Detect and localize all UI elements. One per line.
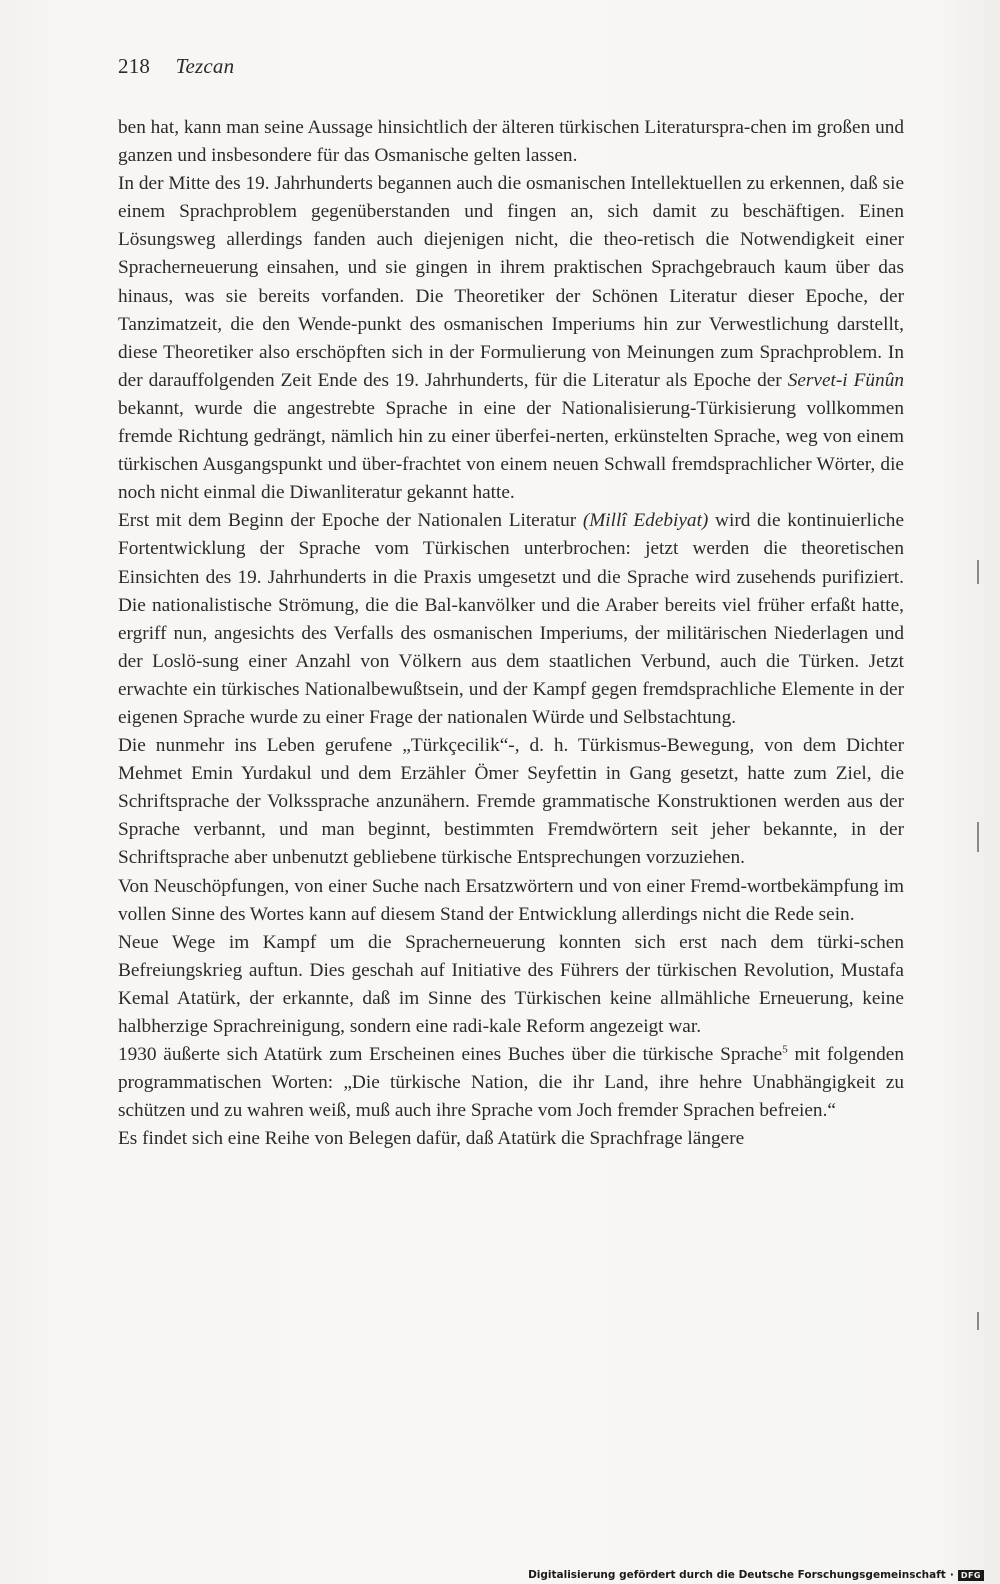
- scan-edge-mark: [977, 560, 979, 584]
- text-run: ben hat, kann man seine Aussage hinsichtlich der älteren türkischen Literaturspra-chen im großen und ganzen und insbesondere für das Osmanische gelten lassen.: [118, 117, 904, 167]
- paragraph: [118, 929, 904, 1041]
- paragraph: [118, 873, 904, 929]
- italic-term: Servet-i Fünûn: [787, 369, 904, 391]
- author-name: Tezcan: [175, 54, 235, 78]
- text-run: bekannt, wurde die angestrebte Sprache in eine der Nationalisierung-Türkisierung vollkommen fremde Richtung gedrängt, nämlich hin zu einer überfei-nerten, erkünstelten Sprache, weg von einem türkischen Ausgangspunkt und über-frachtet von einem neuen Schwall fremdsprachlicher Wörter, die noch nicht einmal die Diwanliteratur gekannt hatte.: [118, 397, 904, 504]
- running-head: [118, 54, 234, 79]
- page-number: 218: [118, 54, 151, 78]
- text-run: mit folgenden programmatischen Worten: „Die türkische Nation, die ihr Land, ihre hehre Unabhängigkeit zu schützen und zu wahren weiß, muß auch ihre Sprache vom Joch fremder Sprachen befreien.“: [118, 1044, 905, 1122]
- text-run: 1930 äußerte sich Atatürk zum Erscheinen eines Buches über die türkische Sprache: [118, 1044, 783, 1066]
- italic-term: (Millî Edebiyat): [582, 510, 709, 532]
- paragraph: [118, 1041, 904, 1125]
- paragraph: [118, 170, 904, 507]
- body-text: [118, 114, 904, 1153]
- text-run: Die nunmehr ins Leben gerufene „Türkçecilik“-, d. h. Türkismus-Bewegung, von dem Dichter Mehmet Emin Yurdakul und dem Erzähler Ömer Seyfettin in Gang gesetzt, hatte zum Ziel, die Schriftsprache der Volkssprache anzunähern. Fremde grammatische Konstruktionen werden aus der Sprache verbannt, und man beginnt, bestimmten Fremdwörtern seit jeher bekannte, in der Schriftsprache aber unbenutzt gebliebene türkische Entsprechungen vorzuziehen.: [118, 735, 904, 869]
- paragraph: [118, 1125, 904, 1153]
- text-run: In der Mitte des 19. Jahrhunderts begannen auch die osmanischen Intellektuellen zu erkennen, daß sie einem Sprachproblem gegenüberstanden und fingen an, sich damit zu beschäftigen. Einen Lösungsweg allerdings fanden auch diejenigen nicht, die theo-retisch die Notwendigkeit einer Spracherneuerung einsahen, und sie gingen in ihrem praktischen Sprachgebrauch kaum über das hinaus, was sie bereits vorfanden. Die Theoretiker der Schönen Literatur dieser Epoche, der Tanzimatzeit, die den Wende-punkt des osmanischen Imperiums hin zur Verwestlichung darstellt, diese Theoretiker also erschöpften sich in der Formulierung von Meinungen zum Sprachproblem. In der darauffolgenden Zeit Ende des 19. Jahrhunderts, für die Literatur als Epoche der: [118, 173, 904, 391]
- footer-text: Digitalisierung gefördert durch die Deutsche Forschungsgemeinschaft: [528, 1569, 946, 1581]
- text-run: Von Neuschöpfungen, von einer Suche nach Ersatzwörtern und von einer Fremd-wortbekämpfung im vollen Sinne des Wortes kann auf diesem Stand der Entwicklung allerdings nicht die Rede sein.: [118, 875, 904, 925]
- text-run: wird die kontinuierliche Fortentwicklung der Sprache vom Türkischen unterbrochen: jetzt werden die theoretischen Einsichten des 19. Jahrhunderts in die Praxis umgesetzt und die Sprache wird zusehends purifiziert. Die nationalistische Strömung, die die Bal-kanvölker und die Araber bereits viel früher erfaßt hatte, ergriff nun, angesichts des Verfalls des osmanischen Imperiums, der militärischen Niederlagen und der Loslö-sung einer Anzahl von Völkern aus dem staatlichen Verbund, auch die Türken. Jetzt erwachte ein türkisches Nationalbewußtsein, und der Kampf gegen fremdsprachliche Elemente in der eigenen Sprache wurde zu einer Frage der nationalen Würde und Selbstachtung.: [118, 510, 904, 728]
- text-run: Neue Wege im Kampf um die Spracherneuerung konnten sich erst nach dem türki-schen Befreiungskrieg auftun. Dies geschah auf Initiative des Führers der türkischen Revolution, Mustafa Kemal Atatürk, der erkannte, daß im Sinne des Türkischen keine allmähliche Erneuerung, keine halbherzige Sprachreinigung, sondern eine radi-kale Reform angezeigt war.: [118, 931, 904, 1037]
- text-run: Es findet sich eine Reihe von Belegen dafür, daß Atatürk die Sprachfrage längere: [118, 1128, 745, 1150]
- scan-edge-mark: [977, 822, 979, 852]
- paragraph: [118, 114, 904, 170]
- paragraph: [118, 507, 904, 732]
- scan-edge-mark: [977, 1312, 979, 1330]
- paragraph: [118, 732, 904, 872]
- dfg-logo: DFG: [958, 1570, 984, 1581]
- text-run: Erst mit dem Beginn der Epoche der Nationalen Literatur: [118, 510, 583, 532]
- footnote-marker: 5: [782, 1043, 788, 1056]
- digitization-footer: Digitalisierung gefördert durch die Deutsche Forschungsgemeinschaft · DFG: [528, 1569, 984, 1581]
